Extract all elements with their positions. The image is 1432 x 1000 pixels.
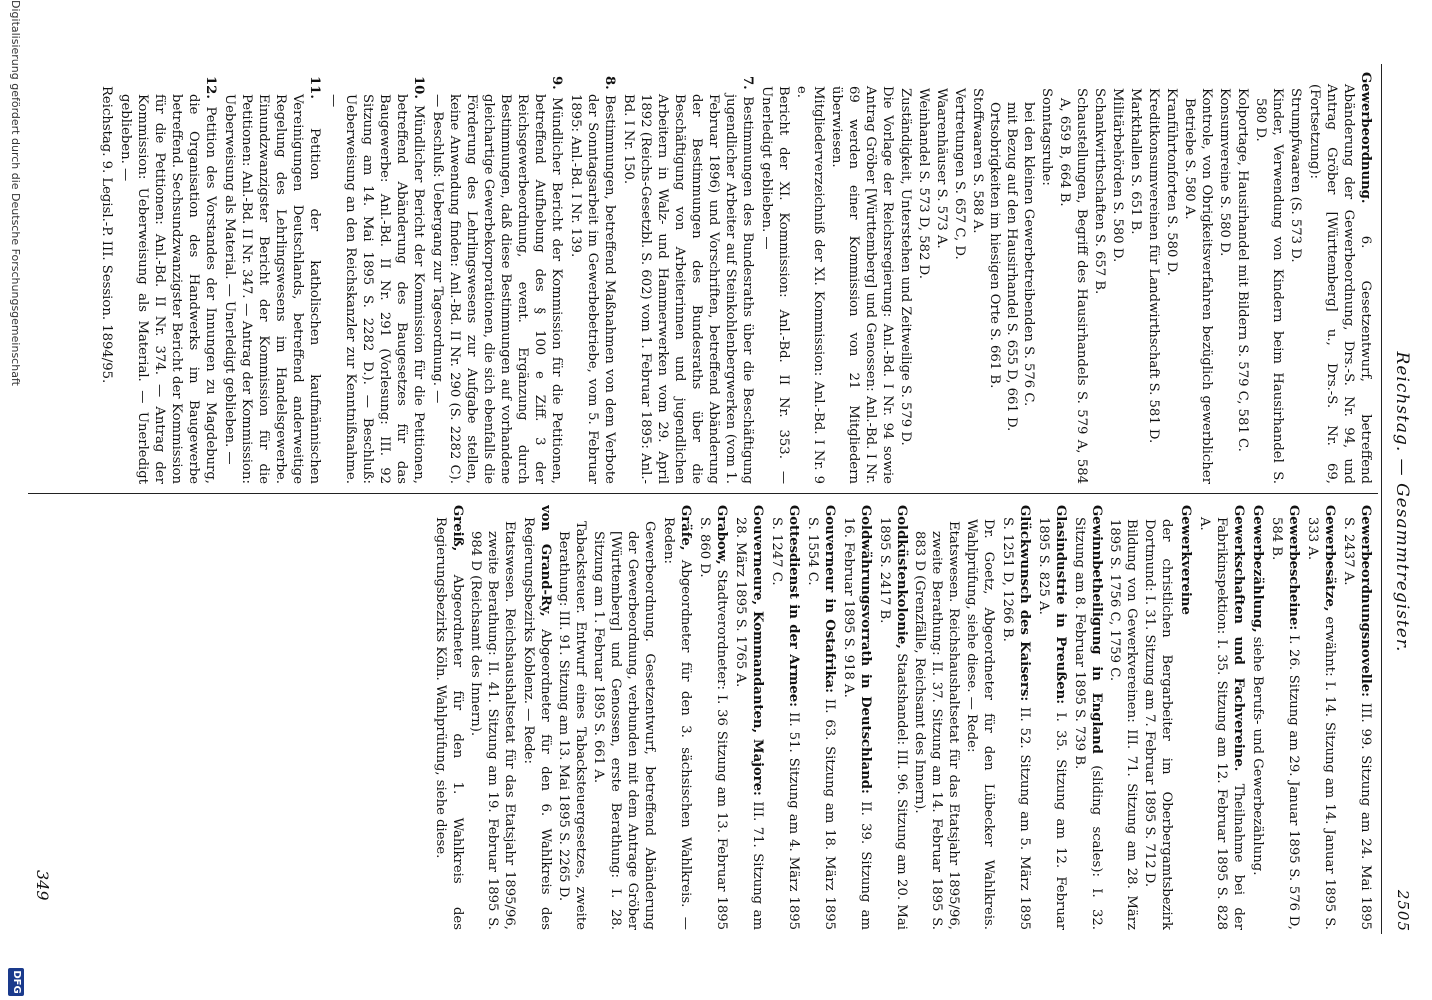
entry-text: siehe Berufs- und Gewerbezählung. [1250, 632, 1265, 876]
item-text: Mündlicher Bericht der Kommission für die Petitionen, betreffend Abänderung des Baugesetzes für das Baugewerbe: Anl.-Bd. II Nr. 291 (Vorlesung: III. 92 Sitzung am 14. Mai 1895 S. 2282 D.). — Beschluß: Ueberweisung an den Reichskanzler zur Kenntnißnahme. — [326, 94, 426, 484]
entry-keyword: Gräfe, [678, 505, 693, 551]
header-column-number: 2505 [1394, 889, 1412, 932]
left-column [97, 72, 1374, 484]
right-column [430, 505, 1374, 930]
entry-keyword: Gewerbeordnung. [1358, 72, 1373, 204]
entry-text: erwähnt: I. 14. Sitzung am 14. Januar 1895 S. 333 A. [1305, 517, 1337, 930]
index-subentry: mit Bezug auf den Hausirhandel S. 655 D, 661 D. [1004, 102, 1019, 432]
index-subentry: Bildung von Gewerkvereinen: III. 71. Sitzung am 28. März 1895 S. 1756 C, 1759 C. [1107, 519, 1139, 930]
entry-keyword: Gewerkvereine [1178, 505, 1193, 615]
digitization-footer [2, 0, 28, 1000]
index-entry [1035, 505, 1069, 930]
index-entry [768, 505, 802, 930]
index-subentry: Strumpfwaaren (S. 573 D. [1288, 88, 1303, 263]
index-subentry: Markthallen S. 651 B. [1128, 88, 1143, 235]
item-number: 10. [411, 76, 426, 99]
entry-keyword: Gottesdienst in der Armee: [786, 505, 801, 708]
index-subentry: Bericht der XI. Kommission: Anl.-Bd. II Nr. 353. — Unerledigt geblieben. — [759, 86, 791, 484]
entry-text: (sliding scales): I. 32. Sitzung am 8. Februar 1895 S. 739 B. [1072, 517, 1104, 930]
index-subentry: Schaustellungen, Begriff des Hausirhandels S. 579 A, 584 A, 659 B, 664 B. [1057, 88, 1089, 484]
entry-text: II. 39. Sitzung am 16. Februar 1895 S. 918 A. [841, 517, 873, 930]
index-subentry: Etatswesen. Reichshaushaltsetat für das Etatsjahr 1895/96, zweite Berathung: II. 41. Sitzung am 19. Februar 1895 S. 984 D (Reichsamt des Innern). [468, 521, 517, 930]
entry-text: Abgeordneter für den 3. sächsischen Wahlkreis. — Reden: [661, 517, 693, 930]
item-text: Petition des Vorstandes der Innungen zu Magdeburg, die Organisation des Handwerks im Baugewerbe betreffend. Sechsundzwanzigster Bericht der Kommission für die Petitionen: Anl.-Bd. II Nr. 374. — Antrag der Kommission: Ueberweisung als Material. — Unerledigt geblieben. — [118, 94, 218, 484]
entry-keyword: Gewerbezählung, [1250, 505, 1265, 633]
index-subentry: Waarenhäuser S. 573 A. [934, 88, 949, 249]
entry-keyword: Greiß, [450, 505, 465, 552]
index-subentry: Schankwirthschaften S. 657 B. [1092, 88, 1107, 295]
entry-text: II. 63. Sitzung am 18. März 1895 S. 1554 C. [805, 517, 837, 930]
index-subentry: Kontrole, von Obrigkeitsverfahren bezüglich gewerblicher Betriebe S. 580 A. [1182, 88, 1214, 484]
item-text: Bestimmungen, betreffend Maßnahmen von dem Verbote der Sonntagsarbeit im Gewerbebetriebe, vom 5. Februar 1895: Anl.-Bd. I Nr. 139. [568, 89, 617, 484]
entry-keyword: Gewerbesätze, [1322, 505, 1337, 612]
entry-keyword: Glückwunsch des Kaisers: [1017, 505, 1032, 702]
entry-keyword: von Grand-Ry, [538, 505, 553, 617]
entry-text: III. 99. Sitzung am 24. Mai 1895 S. 2437 A. [1341, 517, 1373, 930]
index-subentry: Kinder, Verwendung von Kindern beim Hausirhandel S. 580 D. [1253, 88, 1285, 484]
entry-keyword: Gouverneur in Ostafrika: [822, 505, 837, 693]
index-entry [1268, 505, 1302, 930]
index-subentry: Gewerbeordnung. Gesetzentwurf, betreffend Abänderung der Gewerbeordnung, verbunden mit dem Antrage Gröber [Württemberg] und Genossen, erste Berathung: I. 28. Sitzung am 1. Februar 1895 S. 661 A. [591, 521, 657, 930]
index-entry [696, 505, 730, 930]
digitization-note: Digitalisierung gefördert durch die Deutsche Forschungsgemeinschaft [9, 0, 22, 386]
item-number: 8. [602, 76, 617, 90]
index-entry [432, 505, 466, 930]
entry-keyword: Goldküstenkolonie, [894, 505, 909, 649]
index-subentry: Weinhandel S. 573 D, 582 D. [916, 88, 931, 279]
index-subentry: Stoffwaaren S. 588 A. [970, 88, 985, 234]
index-entry [1196, 505, 1247, 930]
index-entry [732, 505, 766, 930]
index-subentry: Dr. Goetz, Abgeordneter für den Lübecker Wahlkreis. Wahlprüfung, siehe diese. — Rede: [964, 519, 996, 930]
index-subentry: Die Vorlage der Reichsregierung: Anl.-Bd. I Nr. 94 sowie Antrag Gröber [Württemberg] und Genossen: Anl.-Bd. I Nr. 69 werden einer Kommission von 21 Mitgliedern überwiesen. [829, 86, 895, 484]
index-subentry: Sonntagsruhe: [1039, 88, 1054, 186]
column-divider [28, 493, 1378, 494]
item-number: 7. [740, 76, 755, 90]
entry-keyword: Gouverneure, Kommandanten, Majore: [750, 505, 765, 796]
header-rule [1381, 64, 1382, 934]
entry-keyword: Glasindustrie in Preußen: [1053, 505, 1068, 705]
index-entry [520, 505, 554, 930]
numbered-item [221, 72, 323, 484]
index-subentry: Zuständigkeit, Unterstehen und Zeitweilige S. 579 D. [898, 88, 913, 446]
entry-text: Stadtverordneter: I. 36 Sitzung am 13. Februar 1895 S. 860 D. [697, 517, 729, 930]
index-subentry: Mitgliederverzeichniß der XI. Kommission: Anl.-Bd. I Nr. 9 e. [794, 86, 826, 484]
entry-text: 6. Gesetzentwurf, betreffend Abänderung der Gewerbeordnung, Drs.-S. Nr. 94, und Antrag Gröber [Württemberg] u., Drs.-S. Nr. 69, (Fortsetzung): [1307, 84, 1373, 484]
index-subentry: der christlichen Bergarbeiter im Oberbergamtsbezirk Dortmund: I. 31. Sitzung am 7. Februar 1895 S. 712 D. [1142, 519, 1174, 930]
index-entry [1340, 505, 1374, 930]
index-subentry: Kreditkonsumvereinen für Landwirthschaft S. 581 D. [1146, 88, 1161, 444]
entry-keyword: Gewerbeordnungsnovelle: [1358, 505, 1373, 698]
index-entry [876, 505, 910, 930]
entry-text: III. 71. Sitzung am 28. März 1895 S. 1765 A. [733, 517, 765, 930]
dfg-logo: DFG [8, 968, 24, 996]
index-entry [1306, 72, 1374, 484]
item-text: Mündlicher Bericht der Kommission für die Petitionen, betreffend Aufhebung des § 100 e Ziff. 3 der Reichsgewerbeordnung, event. Ergänzung durch Bestimmungen, daß diese Bestimmungen auf vorhandene gleichartige Gewerbekorporationen, die sich ebenfalls die Förderung des Lehrlingswesens zur Aufgabe stellen, keine Anwendung finden: Anl.-Bd. II Nr. 290 (S. 2282 C). — Beschluß: Uebergang zur Tagesordnung. — [430, 89, 564, 484]
item-number: 11. [307, 76, 322, 99]
index-subentry: Vertretungen S. 657 C, D. [952, 88, 967, 260]
index-subentry: Ortsobrigkeiten im hiesigen Orte S. 661 B. [987, 102, 1002, 389]
index-entry [1177, 505, 1194, 930]
index-entry [1249, 505, 1266, 930]
entry-text: Theilnahme bei der Fabrikinspektion: I. 35. Sitzung am 12. Februar 1895 S. 828 A. [1197, 517, 1246, 930]
index-entry [660, 505, 694, 930]
index-subentry: Konsumvereine S. 580 D. [1217, 88, 1232, 257]
item-text: Bestimmungen des Bundesraths über die Beschäftigung jugendlicher Arbeiter auf Steinkohlenbergwerken (vom 1. Februar 1896) und Vorschriften, betreffend Abänderung der Bestimmungen des Bundesraths über die Beschäftigung von Arbeiterinnen und jugendlichen Arbeitern in Walz- und Hammerwerken vom 29. April 1892 (Reichs-Gesetzbl. S. 602) vom 1. Februar 1895: Anl.-Bd. I Nr. 150. [621, 89, 755, 484]
index-entry [1304, 505, 1338, 930]
numbered-item [117, 72, 219, 484]
entry-text: Abgeordneter für den 1. Wahlkreis des Regierungsbezirks Köln. Wahlprüfung, siehe diese. [433, 517, 465, 930]
signature-line: Reichstag. 9. Legisl.-P. III. Session. 1894/95. [99, 86, 114, 384]
entry-keyword: Gewinnbetheiligung in England [1089, 505, 1104, 754]
entry-keyword: Goldwährungsvorrath in Deutschland: [858, 505, 873, 794]
item-number: 12. [203, 76, 218, 99]
header-title: Reichstag. — Gesammtregister. [1392, 351, 1412, 653]
running-header [1386, 72, 1416, 932]
entry-text: I. 35. Sitzung am 12. Februar 1895 S. 825 A. [1036, 517, 1068, 930]
index-subentry: Tabacksteuer. Entwurf eines Tabacksteuergesetzes, zweite Berathung: III. 91. Sitzung am 13. Mai 1895 S. 2265 D. [556, 521, 588, 930]
entry-text: Staatshandel: III. 96. Sitzung am 20. Mai 1895 S. 2417 B. [877, 517, 909, 930]
entry-text: II. 52. Sitzung am 5. März 1895 S. 1251 D, 1266 B. [1000, 517, 1032, 930]
entry-keyword: Gewerkschaften und Fachvereine. [1231, 505, 1246, 772]
numbered-item [620, 72, 756, 484]
numbered-item [429, 72, 565, 484]
item-number: 9. [549, 76, 564, 90]
item-text: Petition der katholischen kaufmännischen Vereinigungen Deutschlands, betreffend anderweitige Regelung des Lehrlingswesens im Handelsgewerbe. Einundzwanzigster Bericht der Kommission für die Petitionen: Anl.-Bd. II Nr. 347. — Antrag der Kommission: Ueberweisung als Material. — Unerledigt geblieben. — [222, 94, 322, 484]
entry-text: Abgeordneter für den 6. Wahlkreis des Regierungsbezirks Koblenz. — Rede: [521, 517, 553, 930]
index-subentry: Etatswesen. Reichshaushaltsetat für das Etatsjahr 1895/96, zweite Berathung: II. 37. Sitzung am 14. Februar 1895 S. 883 D (Grenzfälle, Reichsamt des Innern). [912, 521, 961, 930]
index-subentry: bei den kleinen Gewerbetreibenden S. 576 C. [1021, 102, 1036, 407]
numbered-item [325, 72, 427, 484]
index-subentry: Militärbehörden S. 580 D. [1110, 88, 1125, 263]
numbered-item [567, 72, 618, 484]
entry-text: I. 26. Sitzung am 29. Januar 1895 S. 576 D, 584 B. [1269, 517, 1301, 930]
index-subentry: Kranführtonforten S. 580 D. [1164, 88, 1179, 276]
page-number: 349 [33, 870, 52, 901]
index-entry [1071, 505, 1105, 930]
entry-keyword: Grabow, [714, 505, 729, 565]
entry-keyword: Gewerbescheine: [1286, 505, 1301, 631]
index-entry [999, 505, 1033, 930]
index-entry [804, 505, 838, 930]
entry-text: II. 51. Sitzung am 4. März 1895 S. 1247 C. [769, 517, 801, 930]
index-entry [840, 505, 874, 930]
index-subentry: Kolportage, Hausirhandel mit Bildern S. 579 C, 581 C. [1235, 88, 1250, 452]
